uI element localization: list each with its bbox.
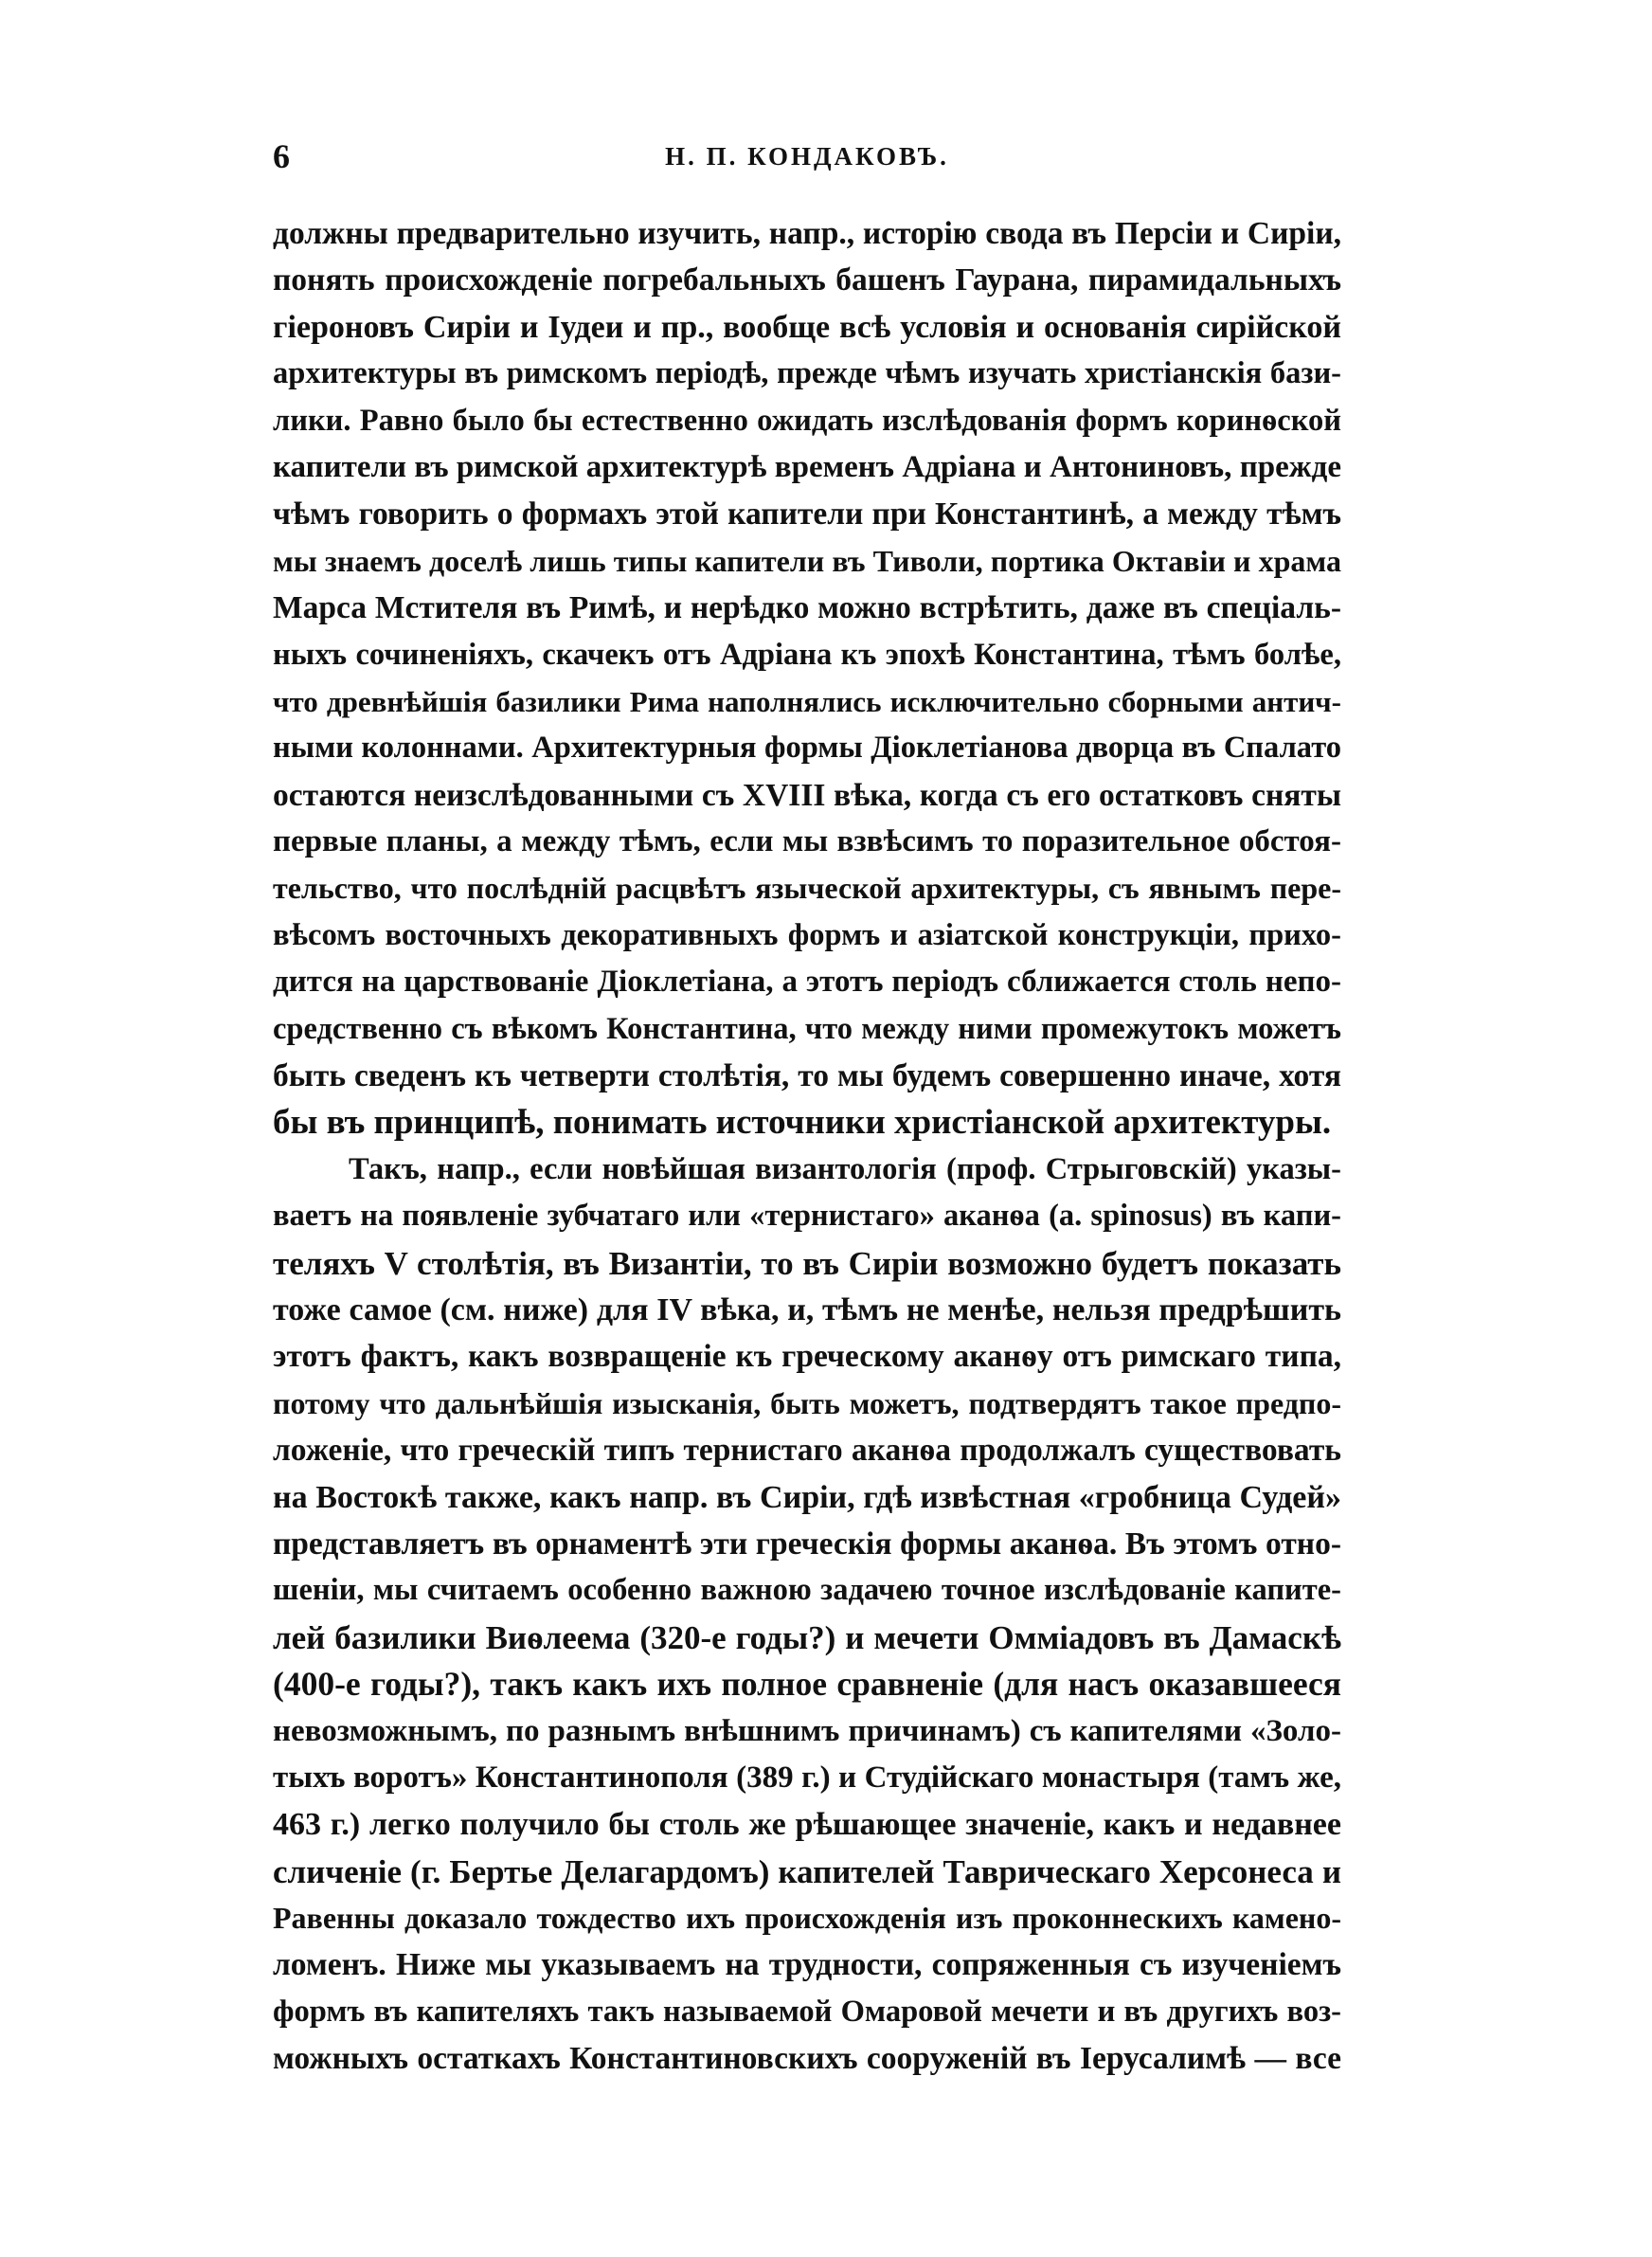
text-line: остаются неизслѣдованными съ XVIII вѣка, когда съ его остатковъ сняты — [273, 777, 1341, 813]
text-line: дится на царствованіе Діоклетіана, а этотъ періодъ сближается столь непо- — [273, 965, 1341, 1000]
page-header — [273, 133, 1341, 180]
text-line: бы въ принципѣ, понимать источники христіанской архитектуры. — [273, 1103, 1332, 1143]
text-line: теляхъ V столѣтія, въ Византіи, то въ Сиріи возможно будетъ показать — [273, 1244, 1341, 1282]
text-line: можныхъ остаткахъ Константиновскихъ сооруженій въ Іерусалимѣ — все — [273, 2041, 1341, 2077]
running-head: Н. П. КОНДАКОВЪ. — [665, 142, 949, 171]
text-line: Марса Мстителя въ Римѣ, и нерѣдко можно встрѣтить, даже въ спеціаль- — [273, 590, 1341, 626]
text-line: тыхъ воротъ» Константинополя (389 г.) и Студійскаго монастыря (тамъ же, — [273, 1760, 1341, 1795]
text-line: понять происхожденіе погребальныхъ башенъ Гаурана, пирамидальныхъ — [273, 262, 1341, 298]
text-line: средственно съ вѣкомъ Константина, что между ними промежутокъ можетъ — [273, 1011, 1341, 1046]
text-line: капители въ римской архитектурѣ временъ Адріана и Антониновъ, прежде — [273, 449, 1341, 484]
text-line: первые планы, а между тѣмъ, если мы взвѣсимъ то поразительное обстоя- — [273, 824, 1341, 859]
text-line: невозможнымъ, по разнымъ внѣшнимъ причинамъ) съ капителями «Золо- — [273, 1713, 1341, 1748]
text-line: ныхъ сочиненіяхъ, скачекъ отъ Адріана къ эпохѣ Константина, тѣмъ болѣе, — [273, 637, 1341, 672]
text-line: ваетъ на появленіе зубчатаго или «тернистаго» аканѳа (а. spinosus) въ капи- — [273, 1199, 1341, 1234]
text-line: чѣмъ говорить о формахъ этой капители при Константинѣ, а между тѣмъ — [273, 497, 1341, 533]
text-line: тельство, что послѣдній расцвѣтъ языческой архитектуры, съ явнымъ пере- — [273, 871, 1341, 906]
text-line: быть сведенъ къ четверти столѣтія, то мы будемъ совершенно иначе, хотя — [273, 1058, 1341, 1094]
text-line: шеніи, мы считаемъ особенно важною задачею точное изслѣдованіе капите- — [273, 1573, 1341, 1608]
text-line: представляетъ въ орнаментѣ эти греческія формы аканѳа. Въ этомъ отно- — [273, 1526, 1341, 1562]
text-line: 463 г.) легко получило бы столь же рѣшающее значеніе, какъ и недавнее — [273, 1807, 1341, 1843]
text-line: ложеніе, что греческій типъ тернистаго аканѳа продолжалъ существовать — [273, 1433, 1341, 1469]
text-line: ломенъ. Ниже мы указываемъ на трудности, сопряженныя съ изученіемъ — [273, 1947, 1341, 1983]
text-line: потому что дальнѣйшія изысканія, быть можетъ, подтвердятъ такое предпо- — [273, 1385, 1341, 1420]
text-line: ными колоннами. Архитектурныя формы Діоклетіанова дворца въ Спалато — [273, 731, 1341, 766]
text-line: на Востокѣ также, какъ напр. въ Сиріи, гдѣ извѣстная «гробница Судей» — [273, 1479, 1341, 1515]
text-line: должны предварительно изучить, напр., исторію свода въ Персіи и Сиріи, — [273, 216, 1341, 251]
text-line: тоже самое (см. ниже) для IV вѣка, и, тѣмъ не менѣе, нельзя предрѣшить — [273, 1291, 1341, 1327]
text-line: что древнѣйшія базилики Рима наполнялись исключительно сборными антич- — [273, 684, 1341, 718]
text-line: формъ въ капителяхъ такъ называемой Омаровой мечети и въ другихъ воз- — [273, 1994, 1341, 2029]
text-line: архитектуры въ римскомъ періодѣ, прежде чѣмъ изучать христіанскія бази- — [273, 356, 1341, 391]
text-line: этотъ фактъ, какъ возвращеніе къ греческому аканѳу отъ римскаго типа, — [273, 1339, 1341, 1375]
text-line: Равенны доказало тождество ихъ происхожденія изъ проконнескихъ камено- — [273, 1901, 1341, 1936]
text-line: гіероновъ Сиріи и Іудеи и пр., вообще всѣ условія и основанія сирійской — [273, 309, 1341, 345]
page-number: 6 — [273, 137, 290, 175]
paragraph — [273, 210, 1341, 1147]
paragraph — [273, 1147, 1341, 2083]
text-line: сличеніе (г. Бертье Делагардомъ) капителей Таврическаго Херсонеса и — [273, 1852, 1341, 1890]
text-line: Такъ, напр., если новѣйшая византологія (проф. Стрыговскій) указы- — [349, 1151, 1341, 1186]
text-line: мы знаемъ доселѣ лишь типы капители въ Тиволи, портика Октавіи и храма — [273, 543, 1341, 578]
text-line: (400-е годы?), такъ какъ ихъ полное сравненіе (для насъ оказавшееся — [273, 1665, 1341, 1704]
body-text — [273, 210, 1341, 2083]
text-line: лей базилики Виѳлеема (320-е годы?) и мечети Оммiадовъ въ Дамаскѣ — [273, 1618, 1341, 1656]
text-line: вѣсомъ восточныхъ декоративныхъ формъ и азіатской конструкціи, прихо- — [273, 917, 1341, 952]
text-line: лики. Равно было бы естественно ожидать изслѣдованія формъ коринѳской — [273, 403, 1341, 438]
